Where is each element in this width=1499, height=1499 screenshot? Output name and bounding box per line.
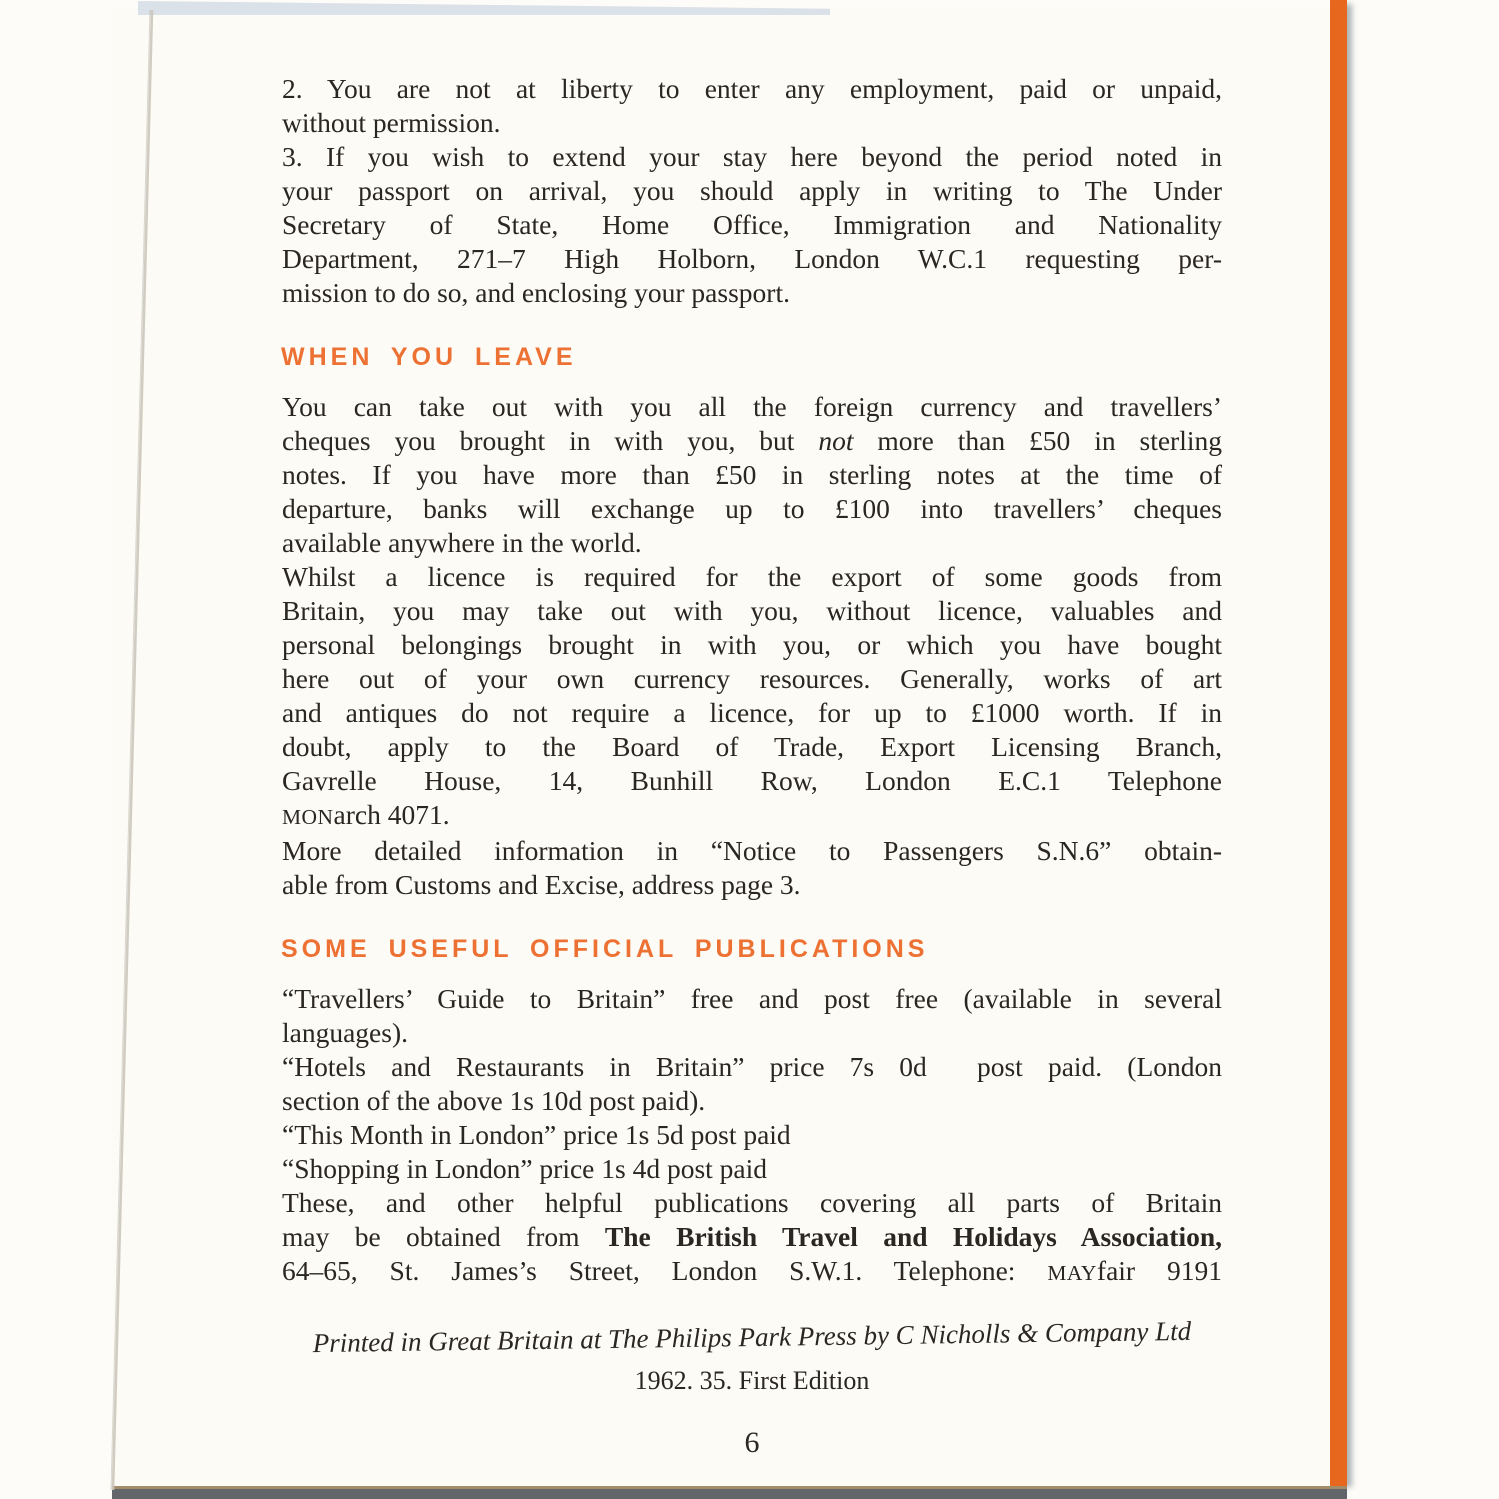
body-paragraph (282, 140, 1222, 310)
page-sheet (112, 8, 1330, 1487)
text-line: “Travellers’ Guide to Britain” free and post free (available in several (282, 983, 1222, 1014)
text-line: Britain, you may take out with you, without licence, valuables and (282, 595, 1222, 626)
text-line: may be obtained from The British Travel and Holidays Association, (282, 1221, 1223, 1252)
text-block (282, 72, 1222, 1290)
background-gap-top (138, 1, 830, 15)
body-paragraph (282, 1152, 1222, 1186)
text-line: able from Customs and Excise, address page 3. (282, 869, 801, 900)
text-line: personal belongings brought in with you, or which you have bought (282, 629, 1222, 660)
text-line: Secretary of State, Home Office, Immigration and Nationality (282, 209, 1222, 240)
bottom-shadow-band (112, 1486, 1347, 1499)
text-line: section of the above 1s 10d post paid). (282, 1085, 706, 1116)
text-line: your passport on arrival, you should apply in writing to The Under (282, 175, 1222, 206)
body-paragraph (282, 1118, 1222, 1152)
text-line: “This Month in London” price 1s 5d post paid (282, 1119, 791, 1150)
edition-note: 1962. 35. First Edition (634, 1366, 870, 1395)
text-line: doubt, apply to the Board of Trade, Export Licensing Branch, (282, 731, 1222, 762)
body-paragraph (282, 1186, 1222, 1290)
text-line: mission to do so, and enclosing your passport. (282, 277, 790, 308)
text-line: You can take out with you all the foreign currency and travellers’ (282, 391, 1222, 422)
page-number: 6 (744, 1426, 760, 1459)
page-content (282, 72, 1222, 1460)
text-line: MONarch 4071. (282, 799, 450, 830)
text-line: notes. If you have more than £50 in sterling notes at the time of (282, 459, 1222, 490)
text-line: 64–65, St. James’s Street, London S.W.1. Telephone: MAYfair 9191 (282, 1255, 1222, 1286)
body-paragraph (282, 834, 1222, 902)
text-line: 3. If you wish to extend your stay here beyond the period noted in (282, 141, 1222, 172)
body-paragraph (282, 982, 1222, 1050)
text-line: Whilst a licence is required for the export of some goods from (282, 561, 1222, 592)
text-line: These, and other helpful publications covering all parts of Britain (282, 1187, 1222, 1218)
text-line: here out of your own currency resources. Generally, works of art (282, 663, 1222, 694)
body-paragraph (282, 72, 1222, 140)
body-paragraph (282, 390, 1222, 560)
text-line: cheques you brought in with you, but not more than £50 in sterling (282, 425, 1222, 456)
text-line: languages). (282, 1017, 408, 1048)
text-line: Gavrelle House, 14, Bunhill Row, London E.C.1 Telephone (282, 765, 1222, 796)
text-line: without permission. (282, 107, 501, 138)
printer-imprint: Printed in Great Britain at The Philips Park Press by C Nicholls & Company Ltd (312, 1315, 1192, 1359)
text-line: available anywhere in the world. (282, 527, 642, 558)
text-line: More detailed information in “Notice to Passengers S.N.6” obtain- (282, 835, 1222, 866)
section-heading: SOME USEFUL OFFICIAL PUBLICATIONS (281, 935, 929, 963)
section-heading: WHEN YOU LEAVE (281, 343, 577, 371)
text-line: departure, banks will exchange up to £100 into travellers’ cheques (282, 493, 1222, 524)
body-paragraph (282, 560, 1222, 834)
text-line: 2. You are not at liberty to enter any employment, paid or unpaid, (282, 73, 1222, 104)
text-line: “Hotels and Restaurants in Britain” price 7s 0d post paid. (London (282, 1051, 1222, 1082)
text-line: “Shopping in London” price 1s 4d post paid (282, 1153, 768, 1184)
footer (282, 1315, 1222, 1460)
text-line: Department, 271–7 High Holborn, London W.C.1 requesting per- (282, 243, 1222, 274)
orange-fore-edge (1330, 0, 1347, 1487)
body-paragraph (282, 1050, 1222, 1118)
text-line: and antiques do not require a licence, for up to £1000 worth. If in (282, 697, 1222, 728)
